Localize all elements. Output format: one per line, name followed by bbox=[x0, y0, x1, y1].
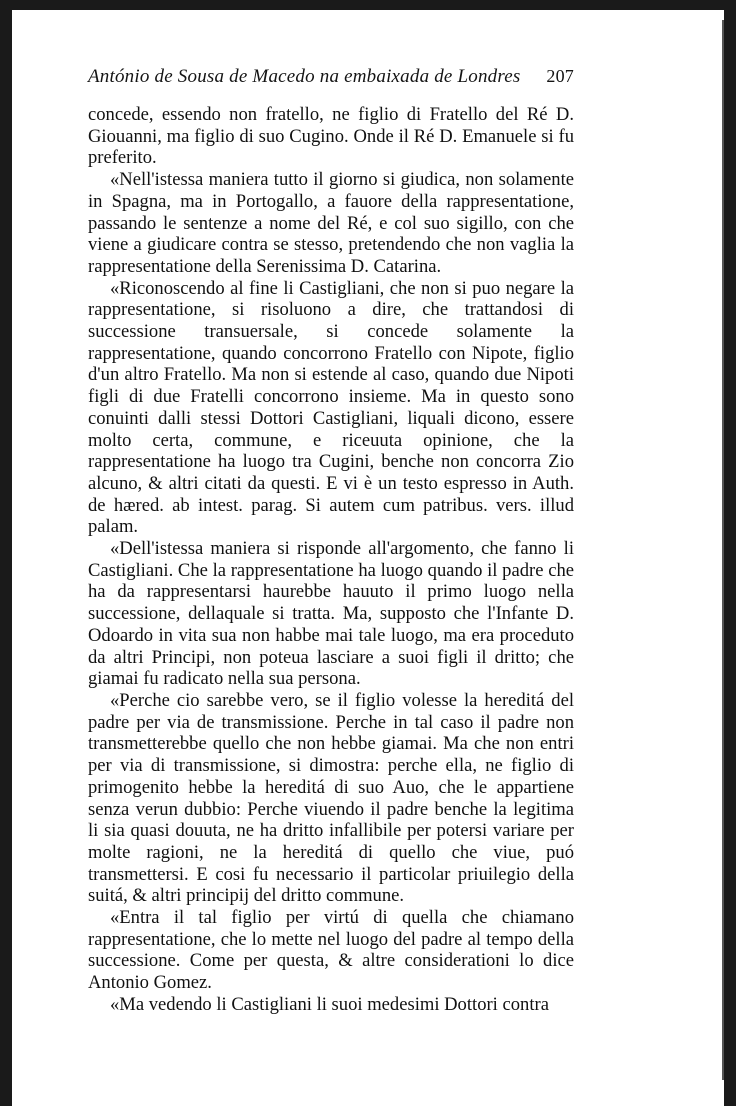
scan-border-shadow bbox=[722, 20, 724, 1080]
body-text bbox=[88, 104, 574, 1016]
scan-border-right bbox=[724, 0, 736, 1106]
paragraph-continuation: concede, essendo non fratello, ne figlio di Fratello del Ré D. Giouanni, ma figlio di suo Cugino. Onde il Ré D. Emanuele si fu preferito. bbox=[88, 104, 574, 169]
paragraph: «Entra il tal figlio per virtú di quella che chiamano rappresentatione, che lo mette nel luogo del padre al tempo della successione. Come per questa, & altre considerationi lo dice Antonio Gomez. bbox=[88, 907, 574, 994]
paragraph: «Dell'istessa maniera si risponde all'argomento, che fanno li Castigliani. Che la rappresentatione ha luogo quando il padre che ha da rappresentarsi haurebbe hauuto il primo luogo nella successione, dellaquale si tratta. Ma, supposto che l'Infante D. Odoardo in vita sua non habbe mai tale luogo, ma era proceduto da altri Principi, non poteua lasciare a suoi figli il dritto; che giamai fu radicato nella sua persona. bbox=[88, 538, 574, 690]
page-number: 207 bbox=[546, 66, 574, 86]
scan-border-left bbox=[0, 0, 12, 1106]
paragraph: «Ma vedendo li Castigliani li suoi medesimi Dottori contra bbox=[110, 993, 549, 1015]
paragraph: «Riconoscendo al fine li Castigliani, che non si puo negare la rappresentatione, si risoluono a dire, che trattandosi di successione transuersale, si concede solamente la rappresentatione, quando concorrono Fratello con Nipote, figlio d'un altro Fratello. Ma non si estende al caso, quando due Nipoti figli di due Fratelli concorrono insieme. Ma in questo sono conuinti dalli stessi Dottori Castigliani, liquali dicono, essere molto certa, commune, e riceuuta opinione, che la rappresentatione ha luogo tra Cugini, benche non concorra Zio alcuno, & altri citati da questi. E vi è un testo espresso in Auth. de hæred. ab intest. parag. Si autem cum patribus. vers. illud palam. bbox=[88, 277, 574, 538]
scan-border-top bbox=[0, 0, 736, 10]
paragraph: «Nell'istessa maniera tutto il giorno si giudica, non solamente in Spagna, ma in Portogallo, a fauore della rappresentatione, passando le sentenze a nome del Ré, e col suo sigillo, con che viene a giudicare contra se stesso, pretendendo che non vaglia la rappresentatione della Serenissima D. Catarina. bbox=[88, 169, 574, 277]
paragraph: «Perche cio sarebbe vero, se il figlio volesse la hereditá del padre per via de transmissione. Perche in tal caso il padre non transmetterebbe quello che non hebbe giamai. Ma che non entri per via di transmissione, si dimostra: perche ella, ne figlio di primogenito hebbe la hereditá di suo Auo, che le appartiene senza verun dubbio: Perche viuendo il padre benche la legitima li sia quasi douuta, ne ha dritto infallibile per potersi variare per molte ragioni, ne la hereditá di quello che viue, puó transmettersi. E cosi fu necessario il particolar priuilegio della suitá, & altri principij del dritto commune. bbox=[88, 689, 574, 907]
running-head-title: António de Sousa de Macedo na embaixada de Londres bbox=[88, 66, 521, 87]
running-head bbox=[88, 66, 574, 96]
book-page bbox=[88, 66, 574, 1016]
